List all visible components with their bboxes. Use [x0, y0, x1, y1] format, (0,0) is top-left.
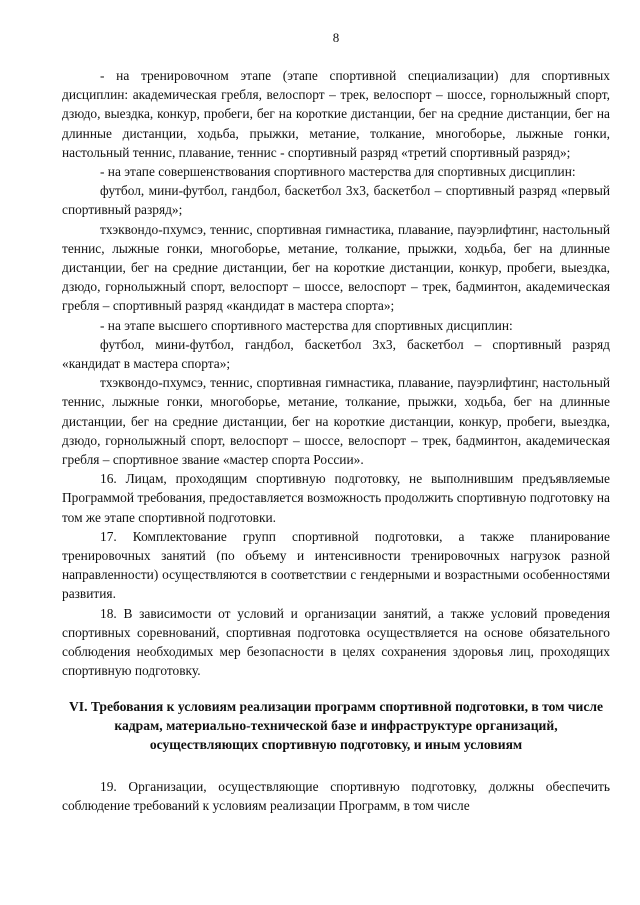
- document-body: [62, 66, 610, 815]
- paragraph-improvement-individual-sports: тхэквондо-пхумсэ, теннис, спортивная гимнастика, плавание, пауэрлифтинг, настольный теннис, лыжные гонки, многоборье, метание, толкание, прыжки, ходьба, бег на длинные дистанции, бег на средние дистанции, бег на короткие дистанции, конкур, пробеги, выездка, дзюдо, горнолыжный спорт, велоспорт – шоссе, велоспорт – трек, бадминтон, академическая гребля – спортивный разряд «кандидат в мастера спорта»;: [62, 221, 610, 314]
- paragraph-item-17: 17. Комплектование групп спортивной подготовки, а также планирование тренировочных занятий (по объему и интенсивности тренировочных нагрузок разной направленности) осуществляются в соответствии с гендерными и возрастными особенностями развития.: [62, 528, 610, 602]
- paragraph-item-19: 19. Организации, осуществляющие спортивную подготовку, должны обеспечить соблюдение требований к условиям реализации Программ, в том числе: [62, 778, 610, 813]
- page-number: 8: [332, 30, 340, 45]
- paragraph-highest-individual-sports: тхэквондо-пхумсэ, теннис, спортивная гимнастика, плавание, пауэрлифтинг, настольный теннис, лыжные гонки, многоборье, метание, толкание, прыжки, ходьба, бег на длинные дистанции, бег на средние дистанции, бег на короткие дистанции, конкур, пробеги, выездка, дзюдо, горнолыжный спорт, велоспорт – шоссе, велоспорт – трек, бадминтон, академическая гребля – спортивное звание «мастер спорта России».: [62, 375, 610, 468]
- paragraph-improvement-stage: - на этапе совершенствования спортивного мастерства для спортивных дисциплин:: [100, 164, 576, 180]
- paragraph-highest-stage: - на этапе высшего спортивного мастерства для спортивных дисциплин:: [100, 317, 513, 333]
- paragraph-item-16: 16. Лицам, проходящим спортивную подготовку, не выполнившим предъявляемые Программой требования, предоставляется возможность продолжить спортивную подготовку на том же этапе спортивной подготовки.: [62, 471, 610, 525]
- paragraph-training-stage: - на тренировочном этапе (этапе спортивной специализации) для спортивных дисциплин: академическая гребля, велоспорт – трек, велоспорт – шоссе, горнолыжный спорт, дзюдо, выездка, конкур, пробеги, бег на короткие дистанции, бег на средние дистанции, бег на длинные дистанции, ходьба, прыжки, метание, толкание, многоборье, лыжные гонки, настольный теннис, плавание, теннис - спортивный разряд «третий спортивный разряд»;: [62, 68, 610, 160]
- paragraph-improvement-team-sports: футбол, мини-футбол, гандбол, баскетбол 3х3, баскетбол – спортивный разряд «первый спортивный разряд»;: [62, 183, 610, 218]
- section-heading: VI. Требования к условиям реализации программ спортивной подготовки, в том числе кадрам, материально-технической базе и инфраструктуре организаций, осуществляющих спортивную подготовку, и иным условиям: [68, 698, 604, 753]
- paragraph-item-18: 18. В зависимости от условий и организации занятий, а также условий проведения спортивных соревнований, спортивная подготовка осуществляется на основе обязательного соблюдения необходимых мер безопасности в целях сохранения здоровья лиц, проходящих спортивную подготовку.: [62, 605, 610, 679]
- paragraph-highest-team-sports: футбол, мини-футбол, гандбол, баскетбол 3х3, баскетбол – спортивный разряд «кандидат в мастера спорта»;: [62, 336, 610, 372]
